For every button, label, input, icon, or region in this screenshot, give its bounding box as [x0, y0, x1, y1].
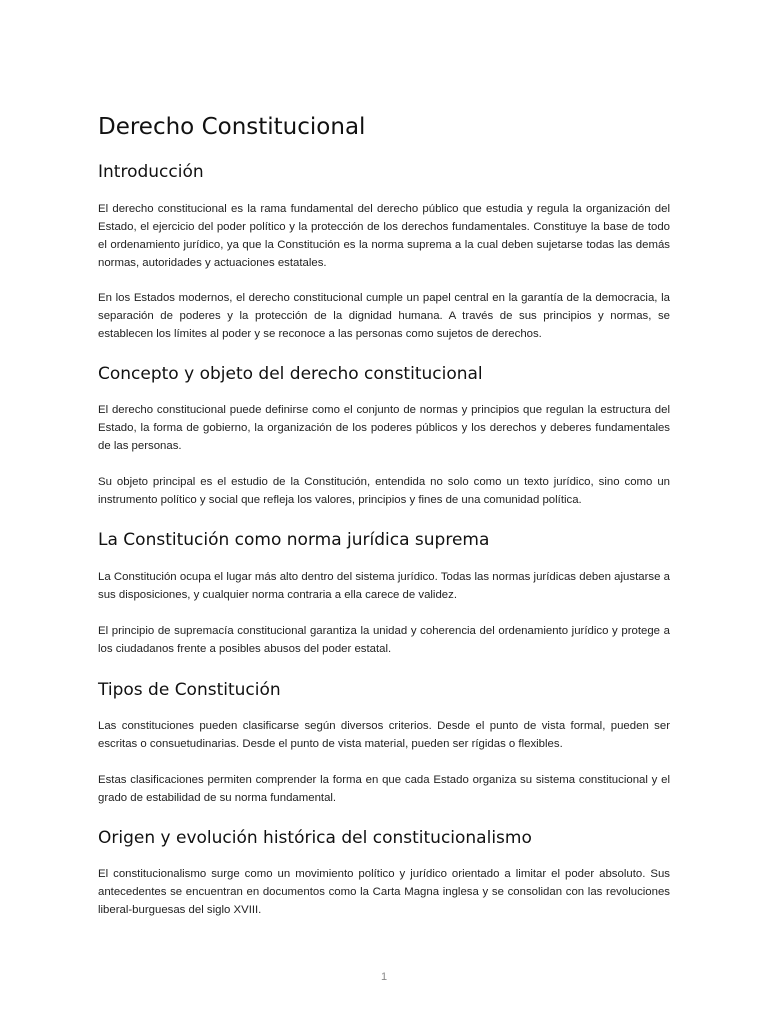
section-heading-concepto: Concepto y objeto del derecho constitucional	[98, 364, 483, 384]
section-heading-supremacia: La Constitución como norma jurídica suprema	[98, 530, 490, 550]
page-number: 1	[380, 971, 388, 983]
section-paragraph: La Constitución ocupa el lugar más alto dentro del sistema jurídico. Todas las normas jurídicas deben ajustarse a sus disposiciones, y cualquier norma contraria a ella carece de validez.	[98, 571, 670, 601]
section-paragraph: Las constituciones pueden clasificarse según diversos criterios. Desde el punto de vista formal, pueden ser escritas o consuetudinarias. Desde el punto de vista material, pueden ser rígidas o flexibles.	[98, 720, 670, 750]
section-heading-introduccion: Introducción	[98, 162, 204, 182]
section-paragraph: El principio de supremacía constitucional garantiza la unidad y coherencia del ordenamiento jurídico y protege a los ciudadanos frente a posibles abusos del poder estatal.	[98, 625, 670, 655]
section-heading-origen: Origen y evolución histórica del constitucionalismo	[98, 828, 532, 848]
section-paragraph: En los Estados modernos, el derecho constitucional cumple un papel central en la garantía de la democracia, la separación de poderes y la protección de la dignidad humana. A través de sus principios y normas, se establecen los límites al poder y se reconoce a las personas como sujetos de derechos.	[98, 292, 670, 340]
section-paragraph: Su objeto principal es el estudio de la Constitución, entendida no solo como un texto jurídico, sino como un instrumento político y social que refleja los valores, principios y fines de una comunidad política.	[98, 476, 670, 506]
document-title: Derecho Constitucional	[98, 114, 366, 140]
section-paragraph: El derecho constitucional puede definirse como el conjunto de normas y principios que regulan la estructura del Estado, la forma de gobierno, la organización de los poderes públicos y los derechos y deberes fundamentales de las personas.	[98, 404, 670, 452]
section-paragraph: El constitucionalismo surge como un movimiento político y jurídico orientado a limitar el poder absoluto. Sus antecedentes se encuentran en documentos como la Carta Magna inglesa y se consolidan con las revoluciones liberal-burguesas del siglo XVIII.	[98, 868, 670, 916]
section-paragraph: El derecho constitucional es la rama fundamental del derecho público que estudia y regula la organización del Estado, el ejercicio del poder político y la protección de los derechos fundamentales. Constituye la base de todo el ordenamiento jurídico, ya que la Constitución es la norma suprema a la cual deben sujetarse todas las demás normas, autoridades y actuaciones estatales.	[98, 203, 670, 269]
section-paragraph: Estas clasificaciones permiten comprender la forma en que cada Estado organiza su sistema constitucional y el grado de estabilidad de su norma fundamental.	[98, 774, 670, 804]
section-heading-tipos: Tipos de Constitución	[98, 680, 281, 700]
